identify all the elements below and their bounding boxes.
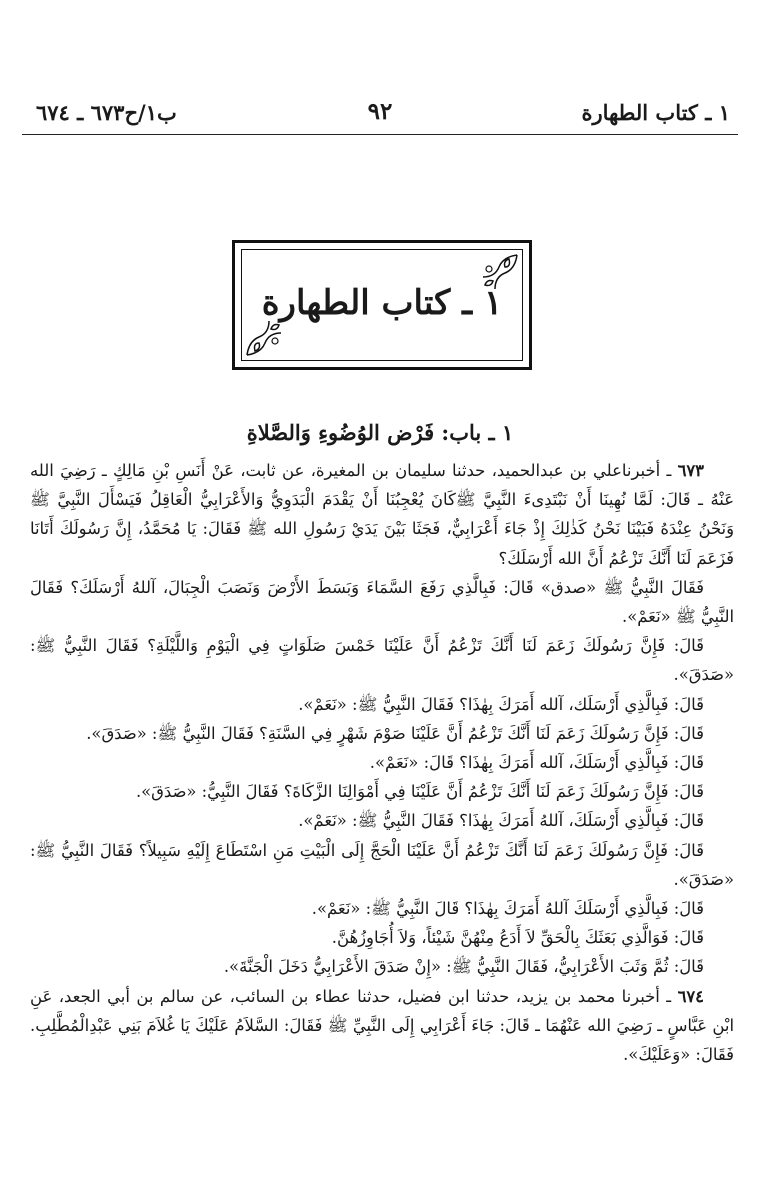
page-header xyxy=(22,94,738,132)
hadith-number: ٦٧٤ xyxy=(677,986,704,1006)
header-rule xyxy=(22,134,738,135)
paragraph: قَالَ: فَبِالَّذِي أَرْسَلَكَ آللهُ أَمَرَكَ بِهٰذَا؟ قَالَ النَّبِيُّ ﷺ: «نَعَمْ». xyxy=(311,899,704,919)
chapter-heading: ١ ـ باب: فَرْض الوُضُوءِ وَالصَّلاةِ xyxy=(246,420,514,445)
hadith-text: ـ أخبرناعلي بن عبدالحميد، حدثنا سليمان بن المغيرة، عن ثابت، عَنْ أَنَسِ بْنِ مَالِكٍ ـ رَضِيَ الله عَنْهُ ـ قَالَ: لَمَّا نُهِينَا أَنْ نَبْتَدِىءَ النَّبِيَّ ﷺكَانَ يُعْجِبُنَا أَنْ يَقْدَمَ الْبَدَوِيُّ وَالأَعْرَابِيُّ الْعَاقِلُ فَيَسْأَلَ النَّبِيَّ ﷺ وَنَحْنُ عِنْدَهُ فَبَيْنَا نَحْنُ كَذٰلِكَ إِذْ جَاءَ أَعْرَابِيٌّ، فَجَثَا بَيْنَ يَدَيْ رَسُولِ الله ﷺ فَقَالَ: يَا مُحَمَّدُ، إِنَّ رَسُولَكَ أَتَانَا فَزَعَمَ لَنَا أَنَّكَ تَزْعُمُ أَنَّ الله أَرْسَلَكَ؟ xyxy=(30,461,734,568)
paragraph: قَالَ: فَإِنَّ رَسُولَكَ زَعَمَ لَنَا أَنَّكَ تَزْعُمُ أَنَّ عَلَيْنَا فِي أَمْوَالِنَا الزَّكَاةَ؟ فَقَالَ النَّبِيُّ: «صَدَقَ». xyxy=(135,782,704,802)
paragraph: قَالَ: فَإِنَّ رَسُولَكَ زَعَمَ لَنَا أَنَّكَ تَزْعُمُ أَنَّ عَلَيْنَا خَمْسَ صَلَوَاتٍ فِي الْيَوْمِ وَاللَّيْلَةِ؟ فَقَالَ النَّبِيُّ ﷺ: «صَدَقَ». xyxy=(30,636,734,685)
paragraph: قَالَ: فَبِالَّذِي أَرْسَلَكَ، آللهُ أَمَرَكَ بِهٰذَا؟ فَقَالَ النَّبِيُّ ﷺ: «نَعَمْ». xyxy=(298,811,704,831)
paragraph: قَالَ: فَوَالَّذِي بَعَثَكَ بِالْحَقِّ لاَ أَدَعُ مِنْهُنَّ شَيْئاً، وَلاَ أُجَاوِزُهُنَّ. xyxy=(331,928,704,948)
hadith-text: ـ أخبرنا محمد بن يزيد، حدثنا ابن فضيل، حدثنا عطاء بن السائب، عن سالم بن أبي الجعد، عَنِ ابْنِ عَبَّاسٍ ـ رَضِيَ الله عَنْهُمَا ـ قَالَ: جَاءَ أَعْرَابِي إِلَى النَّبِيِّ ﷺ فَقَالَ: السَّلاَمُ عَلَيْكَ يَا غُلاَمَ بَنِي عَبْدِالْمُطَّلِبِ. فَقَالَ: «وَعَلَيْكَ». xyxy=(30,986,734,1065)
paragraph: قَالَ: فَبِالَّذِي أَرْسَلَك، آلله أَمَرَكَ بِهٰذَا؟ فَقَالَ النَّبِيُّ ﷺ: «نَعَمْ». xyxy=(298,694,704,714)
hadith-range: ب١/ح٦٧٣ ـ ٦٧٤ xyxy=(36,100,177,125)
page-number: ٩٢ xyxy=(367,98,393,125)
book-title-frame xyxy=(232,240,532,370)
paragraph: قَالَ: فَإِنَّ رَسُولَكَ زَعَمَ لَنَا أَنَّكَ تَزْعُمُ أَنَّ عَلَيْنَا الْحَجَّ إِلَى الْبَيْتِ مَنِ اسْتَطَاعَ إِلَيْهِ سَبِيلاً؟ فَقَالَ النَّبِيُّ ﷺ: «صَدَقَ». xyxy=(30,840,734,889)
corner-ornament-icon xyxy=(473,253,519,299)
corner-ornament-icon xyxy=(245,311,291,357)
paragraph: قَالَ: فَبِالَّذِي أَرْسَلَكَ، آلله أَمَرَكَ بِهٰذَا؟ قَالَ: «نَعَمْ». xyxy=(369,753,704,773)
paragraph: قَالَ: فَإِنَّ رَسُولَكَ زَعَمَ لَنَا أَنَّكَ تَزْعُمُ أَنَّ عَلَيْنَا صَوْمَ شَهْرٍ فِي السَّنَةِ؟ فَقَالَ النَّبِيُّ ﷺ: «صَدَقَ». xyxy=(86,723,704,743)
paragraph: قَالَ: ثُمَّ وَثَبَ الأَعْرَابِيُّ، فَقَالَ النَّبِيُّ ﷺ: «إِنْ صَدَقَ الأَعْرَابِيُّ دَخَلَ الْجَنَّةَ». xyxy=(223,957,704,977)
hadith-number: ٦٧٣ xyxy=(677,461,704,480)
book-title: ١ ـ كتاب الطهارة xyxy=(261,283,503,323)
hadith-673 xyxy=(30,456,734,573)
hadith-674 xyxy=(30,982,734,1070)
hadith-text-body xyxy=(30,456,734,1069)
paragraph: فَقَالَ النَّبِيُّ ﷺ «صدق» قَالَ: فَبِالَّذِي رَفَعَ السَّمَاءَ وَبَسَطَ الأَرْضَ وَنَصَبَ الْجِبَالَ، آللهُ أَرْسَلَكَ؟ فَقَالَ النَّبِيُّ ﷺ «نَعَمْ». xyxy=(30,577,734,627)
running-title: ١ ـ كتاب الطهارة xyxy=(581,100,730,125)
